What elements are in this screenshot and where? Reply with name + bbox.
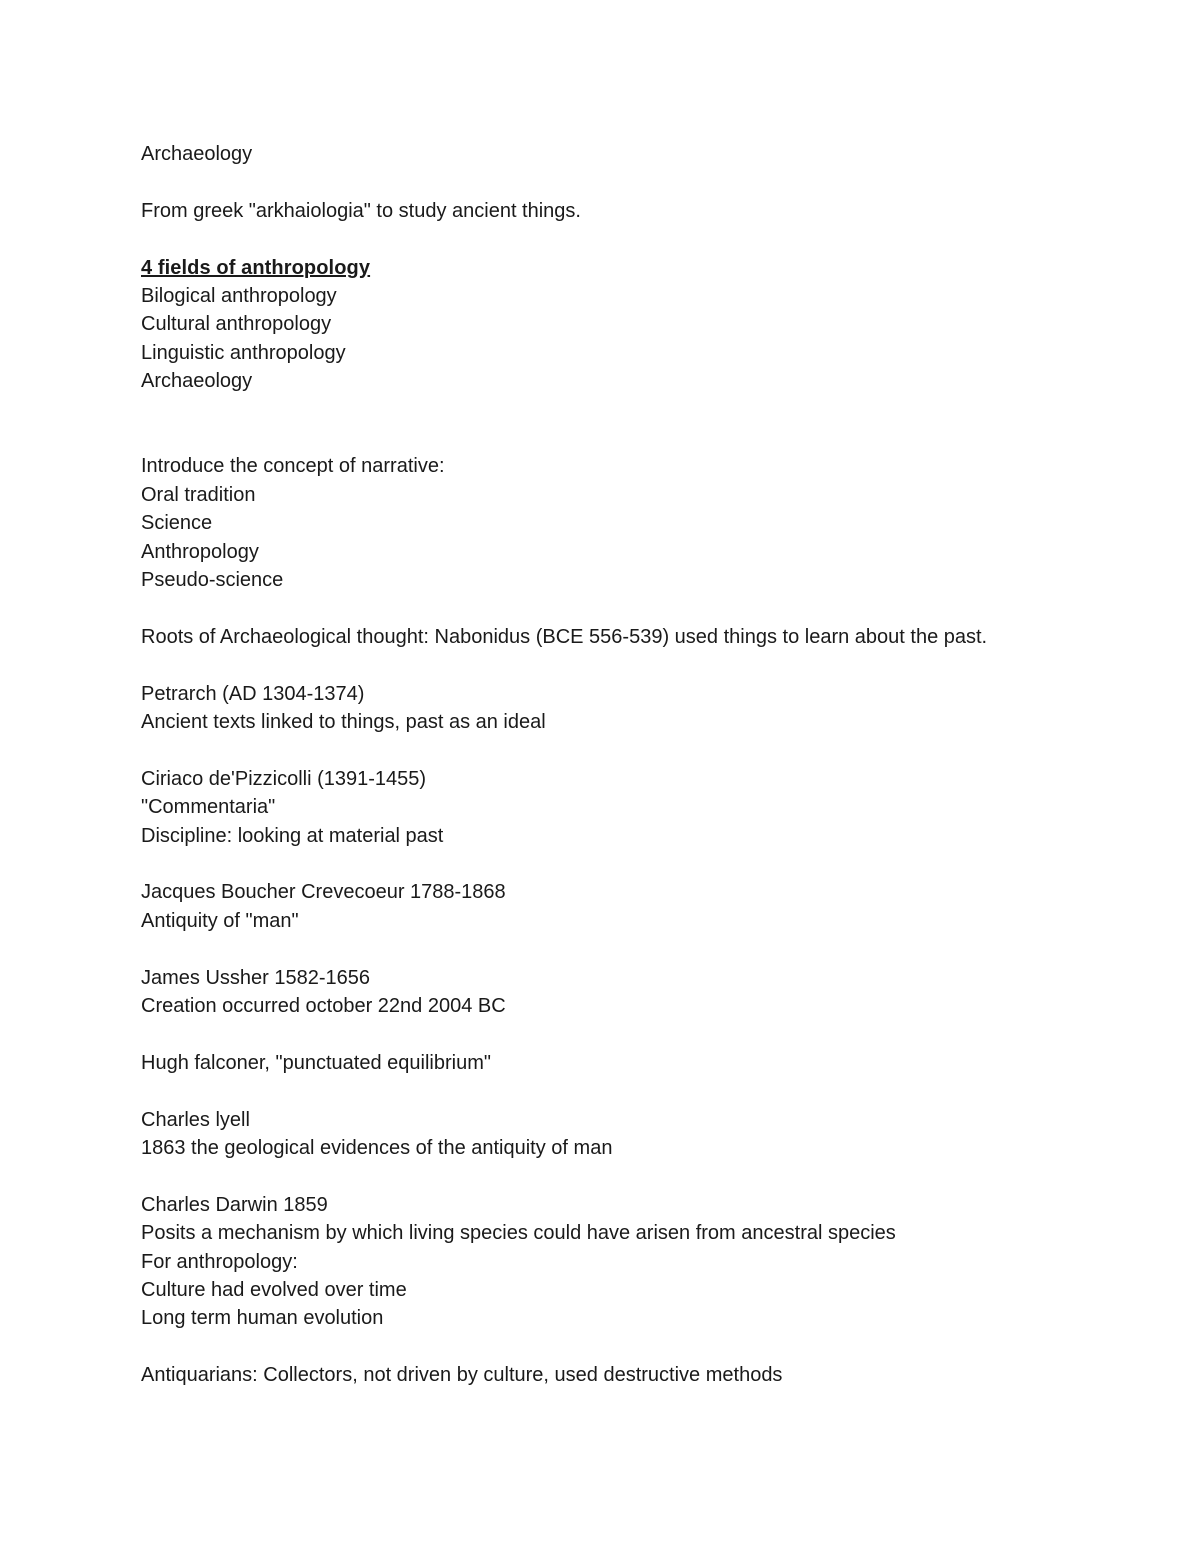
falconer-line: Hugh falconer, "punctuated equilibrium"	[141, 1051, 491, 1074]
darwin-line: For anthropology:	[141, 1250, 298, 1273]
fields-item: Cultural anthropology	[141, 313, 332, 336]
ciriaco-name: Ciriaco de'Pizzicolli (1391-1455)	[141, 767, 427, 790]
narrative-item: Science	[141, 512, 213, 535]
narrative-item: Anthropology	[141, 540, 259, 563]
darwin-name: Charles Darwin 1859	[141, 1193, 328, 1216]
darwin-line: Posits a mechanism by which living species could have arisen from ancestral species	[141, 1222, 896, 1245]
spacer	[141, 225, 1141, 253]
ussher-note: Creation occurred october 22nd 2004 BC	[141, 995, 506, 1018]
document-page	[141, 140, 1141, 1390]
spacer	[141, 1077, 1141, 1105]
spacer	[141, 168, 1141, 196]
document-title: Archaeology	[141, 143, 253, 165]
narrative-item: Oral tradition	[141, 483, 256, 506]
ussher-name: James Ussher 1582-1656	[141, 966, 371, 989]
petrarch-name: Petrarch (AD 1304-1374)	[141, 682, 365, 705]
narrative-item: Pseudo-science	[141, 569, 284, 592]
spacer	[141, 1333, 1141, 1361]
boucher-note: Antiquity of "man"	[141, 909, 299, 932]
antiquarians-line: Antiquarians: Collectors, not driven by culture, used destructive methods	[141, 1364, 783, 1387]
lyell-note: 1863 the geological evidences of the antiquity of man	[141, 1137, 613, 1160]
narrative-heading: Introduce the concept of narrative:	[141, 455, 445, 478]
spacer	[141, 651, 1141, 679]
spacer	[141, 594, 1141, 622]
spacer	[141, 1162, 1141, 1190]
fields-item: Archaeology	[141, 370, 253, 393]
spacer	[141, 736, 1141, 764]
spacer	[141, 1020, 1141, 1048]
intro-line: From greek "arkhaiologia" to study ancient things.	[141, 199, 581, 222]
ciriaco-note: Discipline: looking at material past	[141, 824, 444, 847]
fields-item: Bilogical anthropology	[141, 285, 337, 307]
spacer	[141, 396, 1141, 453]
spacer	[141, 935, 1141, 963]
fields-item: Linguistic anthropology	[141, 341, 346, 364]
darwin-line: Long term human evolution	[141, 1307, 384, 1330]
fields-heading: 4 fields of anthropology	[141, 256, 371, 279]
roots-line: Roots of Archaeological thought: Nabonidus (BCE 556-539) used things to learn about the past.	[141, 625, 988, 648]
darwin-line: Culture had evolved over time	[141, 1279, 407, 1302]
boucher-name: Jacques Boucher Crevecoeur 1788-1868	[141, 881, 506, 904]
spacer	[141, 850, 1141, 878]
petrarch-note: Ancient texts linked to things, past as an ideal	[141, 711, 546, 734]
lyell-name: Charles lyell	[141, 1108, 250, 1131]
ciriaco-work: "Commentaria"	[141, 796, 276, 819]
